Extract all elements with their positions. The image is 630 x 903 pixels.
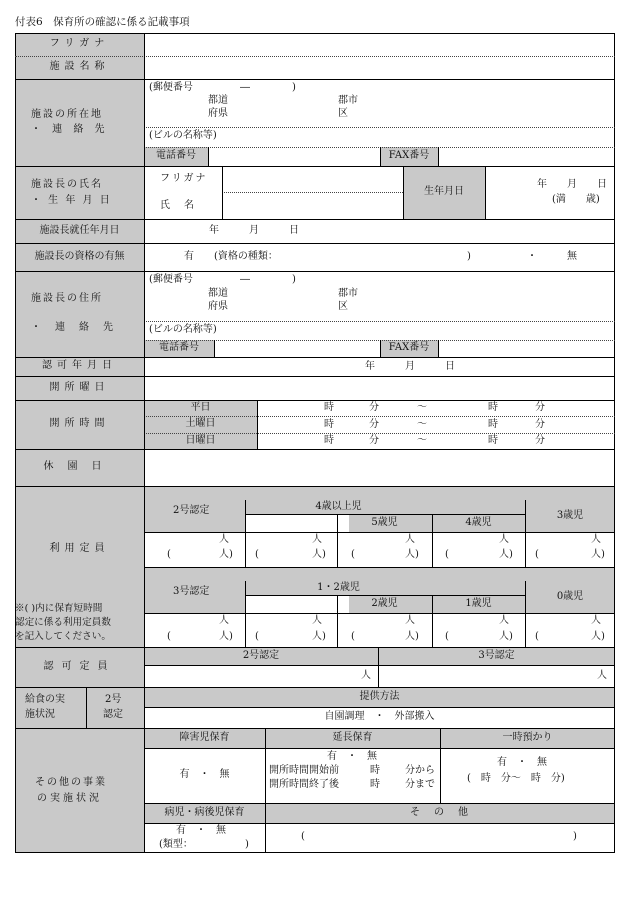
director-contact-label: ・ 連 絡 先 [31,322,115,333]
cap2-c4-po: ( [445,549,449,560]
cap3-c4-po: ( [445,631,449,642]
capacity-cert3-0yo: 0歳児 [556,590,584,602]
director-gunshi-2: 区 [338,301,348,312]
hours-sunday-label: 日曜日 [185,434,216,446]
meal-method-value[interactable]: 自園調理 ・ 外部搬入 [324,711,435,723]
capacity-cert2-5yo: 5歳児 [371,516,398,528]
facility-gunshi-1: 郡市 [338,95,358,106]
cap2-c3-unit: 人 [405,534,415,545]
capacity-note-3: を記入してください。 [15,631,111,642]
meal-method-label: 提供方法 [359,690,400,702]
cap3-c4-pu: 人) [499,631,513,642]
cap3-c5-po: ( [535,631,539,642]
cap2-c2-po: ( [255,549,259,560]
extended-after-ji: 時 [370,779,380,790]
cap2-c1-unit: 人 [219,534,229,545]
approved-cert2-label: 2号認定 [242,649,280,661]
director-shimei-label: 氏 名 [160,200,196,211]
director-birth-label: ・ 生 年 月 日 [31,195,112,206]
capacity-cert2-4yo: 4歳児 [465,516,492,528]
extended-after-until: 分まで [405,779,435,790]
hours-sunday-fun: 分 [369,435,379,446]
hours-saturday-fun2: 分 [535,419,545,430]
capacity-cert2-3yo: 3歳児 [556,509,584,521]
temporary-time: ( 時 分～ 時 分) [467,773,565,784]
director-appointed-label: 施設長就任年月日 [39,224,120,236]
hours-saturday-tilde: ～ [417,419,427,430]
cap2-c5-pu: 人) [591,549,605,560]
extended-yesno[interactable]: 有 ・ 無 [327,751,377,762]
capacity-cert2-label: 2号認定 [173,505,210,516]
facility-postal-dash: ― [240,82,250,93]
hours-weekday-fun: 分 [369,402,379,413]
director-name-label: 施設長の氏名 [31,179,103,190]
hours-weekday-label: 平日 [190,401,211,413]
cap2-c4-unit: 人 [499,534,509,545]
director-fax-field[interactable] [439,341,614,356]
cap3-c1-unit: 人 [219,615,229,626]
qualification-no[interactable]: 無 [567,251,577,262]
others-open: ( [301,831,305,842]
disability-value[interactable]: 有 ・ 無 [179,769,230,781]
director-gunshi-1: 郡市 [338,288,358,299]
director-fax-label: FAX番号 [388,342,430,354]
approved-capacity-label: 認可定員 [43,660,116,672]
hours-weekday-fun2: 分 [535,402,545,413]
facility-contact-label: ・ 連 絡 先 [31,124,109,135]
cap2-c3-pu: 人) [405,549,419,560]
temporary-label: 一時預かり [502,731,553,743]
capacity-cert3-1yo: 1歳児 [465,597,492,609]
hours-sunday-fun2: 分 [535,435,545,446]
qualification-type-label: (資格の種類： [214,251,278,262]
director-postal-label: (郵便番号 [149,274,193,285]
cap2-c5-po: ( [535,549,539,560]
cap3-c3-pu: 人) [405,631,419,642]
approval-date-label: 認可年月日 [42,360,117,372]
others-label: そ の 他 [410,806,470,818]
director-building-label: (ビルの名称等) [149,324,217,335]
capacity-cert2-group: 4歳以上児 [315,500,362,512]
director-birthdate-label: 生年月日 [424,186,464,198]
capacity-label: 利用定員 [49,542,110,554]
hours-saturday-label: 土曜日 [185,418,216,430]
open-hours-label: 開所時間 [49,418,110,430]
director-qualification-label: 施設長の資格の有無 [34,250,125,262]
cap2-c2-unit: 人 [312,534,322,545]
extended-after: 開所時間終了後 [269,779,339,790]
director-postal-close: ) [292,274,296,285]
facility-furigana-label: フリガナ [49,38,110,50]
director-appointed-value: 年 月 日 [209,225,299,236]
facility-name-label: 施設名称 [49,61,110,73]
director-furigana-label: フリガナ [160,173,208,184]
holidays-label: 休園日 [43,461,116,473]
director-todofuken-2: 府県 [208,301,228,312]
extended-before-from: 分から [405,765,435,776]
cap2-c5-unit: 人 [591,534,601,545]
cap2-c1-pu: 人) [219,549,233,560]
other-label-2: の実施状況 [37,793,102,804]
cap2-c3-po: ( [351,549,355,560]
hours-sunday-ji: 時 [324,435,334,446]
meal-label-2: 施状況 [25,709,55,720]
director-tel-field[interactable] [215,341,379,356]
director-todofuken-1: 都道 [208,288,228,299]
director-age-value: (満 歳) [552,194,600,205]
cap3-c2-pu: 人) [312,631,326,642]
extended-before: 開所時間開始前 [269,765,339,776]
facility-postal-label: (郵便番号 [149,82,193,93]
director-postal-dash: ― [240,274,250,285]
form-table [15,33,615,853]
hours-weekday-ji: 時 [324,402,334,413]
holidays-field[interactable] [145,450,614,485]
sick-type-close: ) [245,839,249,850]
capacity-cert3-label: 3号認定 [173,586,210,597]
meal-label-1: 給食の実 [25,694,65,705]
open-days-field[interactable] [145,377,614,399]
meal-cert-1: 2号 [105,694,122,705]
cap3-c1-pu: 人) [219,631,233,642]
sick-label: 病児・病後児保育 [164,806,245,818]
approved-cert3-label: 3号認定 [478,649,515,661]
facility-building-label: (ビルの名称等) [149,130,217,141]
hours-weekday-tilde: ～ [417,402,427,413]
hours-sunday-tilde: ～ [417,435,427,446]
director-address-label: 施設長の住所 [31,293,103,304]
qualification-dot: ・ [527,251,537,262]
meal-cert-2: 認定 [103,709,123,720]
facility-address-label: 施設の所在地 [31,109,103,120]
facility-todofuken-1: 都道 [208,95,228,106]
cap3-c2-unit: 人 [312,615,322,626]
temporary-yesno[interactable]: 有 ・ 無 [497,757,547,768]
cap3-c1-po: ( [167,631,171,642]
facility-postal-close: ) [292,82,296,93]
cap3-c5-unit: 人 [591,615,601,626]
director-name-field[interactable] [223,193,402,218]
cap3-c2-po: ( [255,631,259,642]
extended-before-ji: 時 [370,765,380,776]
cap3-c4-unit: 人 [499,615,509,626]
facility-tel-field[interactable] [209,148,379,165]
facility-tel-label: 電話番号 [156,150,196,162]
facility-gunshi-2: 区 [338,108,348,119]
hours-saturday-ji2: 時 [488,419,498,430]
disability-label: 障害児保育 [179,731,230,743]
page-title: 付表6 保育所の確認に係る記載事項 [15,16,190,28]
other-label-1: その他の事業 [35,777,107,788]
capacity-note-1: ※( )内に保育短時間 [15,603,103,614]
cap3-c3-po: ( [351,631,355,642]
qualification-close: ) [467,251,471,262]
extended-label: 延長保育 [332,731,373,743]
approval-date-value: 年 月 日 [365,361,455,372]
qualification-yes[interactable]: 有 [184,251,194,262]
director-tel-label: 電話番号 [159,342,199,354]
sick-type: (類型： [159,839,193,850]
capacity-cert3-2yo: 2歳児 [371,597,398,609]
director-furigana-field[interactable] [223,167,402,191]
approved-cert2-unit: 人 [361,670,371,681]
others-close: ) [573,831,577,842]
cap2-c1-po: ( [167,549,171,560]
hours-sunday-ji2: 時 [488,435,498,446]
cap3-c5-pu: 人) [591,631,605,642]
facility-furigana-field[interactable] [145,34,614,55]
hours-saturday-ji: 時 [324,419,334,430]
capacity-note-2: 認定に係る利用定員数 [15,617,111,628]
facility-name-field[interactable] [145,57,614,78]
cap2-c2-pu: 人) [312,549,326,560]
capacity-cert3-group: 1・2歳児 [317,581,360,593]
facility-fax-field[interactable] [439,148,614,165]
hours-saturday-fun: 分 [369,419,379,430]
open-days-label: 開所曜日 [49,381,110,393]
sick-yesno[interactable]: 有 ・ 無 [176,825,226,836]
cap3-c3-unit: 人 [405,615,415,626]
approved-cert3-unit: 人 [597,670,607,681]
facility-todofuken-2: 府県 [208,108,228,119]
hours-weekday-ji2: 時 [488,402,498,413]
facility-fax-label: FAX番号 [388,150,430,162]
cap2-c4-pu: 人) [499,549,513,560]
director-birthdate-value: 年 月 日 [537,179,607,190]
